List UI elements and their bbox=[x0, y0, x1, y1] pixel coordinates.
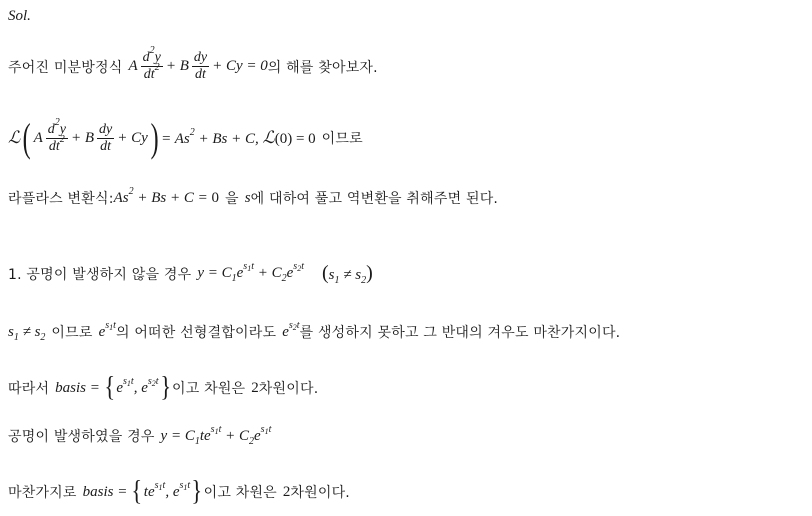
line6-suffix: 차원이다. bbox=[258, 381, 319, 397]
general-solution: $y = C_1e^{s_1t} + C_2e^{s_2t}$ bbox=[197, 261, 304, 284]
left-brace: { bbox=[104, 372, 115, 403]
char-equation: $As^2 + Bs + C = 0$ bbox=[113, 185, 220, 206]
laplace-symbol: ℒ bbox=[8, 128, 21, 147]
right-brace: } bbox=[159, 372, 171, 403]
fraction-dy-dt bbox=[97, 122, 114, 155]
basis-set: $e^{s_1t}$, $e^{s_2t}$ bbox=[116, 375, 159, 396]
equation-line-6 bbox=[8, 374, 318, 402]
equation-line-2 bbox=[8, 115, 363, 160]
equation-line-5 bbox=[8, 319, 621, 343]
exp-s1t: $e^{s_1t}$ bbox=[98, 319, 116, 340]
var-s: s bbox=[244, 189, 251, 206]
right-brace: } bbox=[191, 476, 203, 507]
equation-line-4 bbox=[8, 262, 373, 285]
line8-mid: 이고 차원은 bbox=[203, 485, 277, 501]
basis-label: basis = bbox=[55, 379, 100, 396]
line3-mid: 을 bbox=[225, 191, 239, 207]
line5-mid1: 이므로 bbox=[51, 325, 93, 341]
equation-line-3 bbox=[8, 185, 499, 208]
frac-denominator: dt bbox=[100, 138, 112, 154]
plus-cy: + Cy bbox=[117, 129, 148, 146]
frac-numerator: $d^2y$ bbox=[47, 116, 66, 137]
dimension-number: 2 bbox=[282, 483, 291, 500]
equation-line-1 bbox=[8, 45, 378, 83]
right-paren: ) bbox=[150, 115, 159, 160]
line5-mid2: 의 어떠한 선형결합이라도 bbox=[115, 325, 277, 341]
sol-text: Sol. bbox=[8, 8, 31, 24]
distinct-roots: $s_1 \ne s_2$ bbox=[8, 323, 46, 343]
equation-line-8 bbox=[8, 478, 350, 506]
resonance-solution: $y = C_1te^{s_1t} + C_2e^{s_1t}$ bbox=[160, 423, 272, 447]
line1-suffix: 의 해를 찾아보자. bbox=[267, 59, 378, 76]
line3-prefix: 라플라스 변환식: bbox=[8, 191, 114, 207]
line4-prefix: 1. 공명이 발생하지 않을 경우 bbox=[8, 266, 192, 283]
sol-label bbox=[8, 8, 31, 25]
coef-a: A bbox=[33, 129, 43, 146]
left-brace: { bbox=[131, 476, 143, 507]
frac-numerator: dy bbox=[99, 121, 113, 137]
frac-denominator: $dt^2$ bbox=[48, 133, 65, 154]
frac-numerator: dy bbox=[193, 50, 208, 65]
line5-suffix: 를 생성하지 못하고 그 반대의 겨우도 마찬가지이다. bbox=[299, 325, 621, 341]
basis-label: basis = bbox=[82, 483, 128, 500]
coef-a: A bbox=[128, 58, 138, 74]
laplace-rhs: = $As^2 + Bs + C$, ℒ(0) = 0 bbox=[161, 127, 316, 147]
frac-denominator: dt bbox=[195, 67, 206, 82]
equation-line-7 bbox=[8, 423, 272, 447]
basis-set: $te^{s_1t}$, $e^{s_1t}$ bbox=[143, 479, 191, 500]
line1-prefix: 주어진 미분방정식 bbox=[8, 59, 123, 76]
line2-suffix: 이므로 bbox=[321, 131, 363, 147]
fraction-d2y-dt2 bbox=[141, 45, 163, 83]
plus-b: + B bbox=[165, 58, 189, 74]
equation-rest: + Cy = 0 bbox=[212, 58, 268, 74]
plus-b: + B bbox=[70, 129, 95, 146]
exp-s2t: $e^{s_2t}$ bbox=[282, 319, 300, 340]
line8-prefix: 마찬가지로 bbox=[8, 485, 77, 501]
left-paren: ( bbox=[22, 115, 31, 160]
line6-mid: 이고 차원은 bbox=[172, 381, 246, 397]
fraction-dy-dt bbox=[192, 50, 209, 83]
line8-suffix: 차원이다. bbox=[290, 485, 350, 501]
distinct-root-condition: $(s_1 \ne s_2)$ bbox=[321, 262, 373, 286]
line3-suffix: 에 대하여 풀고 역변환을 취해주면 된다. bbox=[250, 191, 499, 207]
fraction-d2y-dt2 bbox=[46, 116, 68, 155]
frac-numerator: $d^2y$ bbox=[142, 45, 161, 65]
dimension-number: 2 bbox=[251, 379, 259, 396]
frac-denominator: $dt^2$ bbox=[143, 62, 160, 82]
line6-prefix: 따라서 bbox=[8, 381, 50, 397]
line7-prefix: 공명이 발생하였을 경우 bbox=[8, 429, 155, 445]
